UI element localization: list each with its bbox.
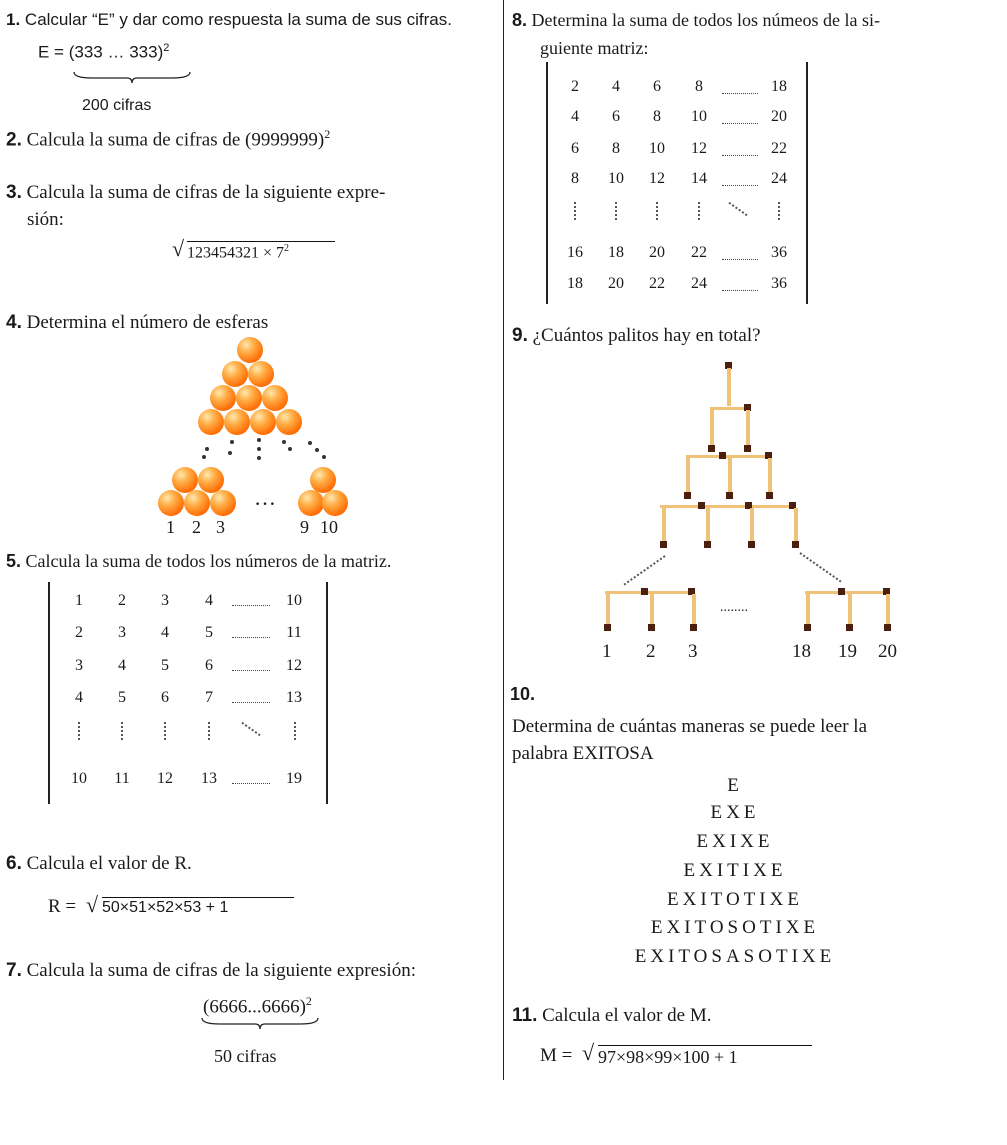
word-triangle-row: EXITOSOTIXE <box>650 917 820 938</box>
stick <box>692 594 696 624</box>
sticks-ellipsis: ........ <box>720 600 748 615</box>
problem-3-line1: Calcula la suma de cifras de la siguiente expre- <box>26 182 386 203</box>
matrix-cell: 13 <box>286 689 302 706</box>
matrix-cell: 5 <box>161 657 169 674</box>
matrix-cell: 3 <box>118 624 126 641</box>
matrix-cell: 5 <box>118 689 126 706</box>
matrix-cell: 36 <box>771 244 787 261</box>
matrix-cell: 4 <box>161 624 169 641</box>
problem-10-line1: Determina de cuántas maneras se puede leer la <box>512 716 868 737</box>
problem-10-number: 10. <box>510 684 536 704</box>
matrix-cell: 24 <box>771 170 787 187</box>
matrix-cell: 4 <box>205 592 213 609</box>
problem-5-number: 5. <box>6 551 22 571</box>
formula-exponent: 2 <box>305 994 312 1008</box>
stick-head <box>704 541 711 548</box>
stick-head <box>744 445 751 452</box>
matrix-cell: 10 <box>649 140 665 157</box>
matrix-cell: 4 <box>571 108 579 125</box>
word-triangle-row: EXITOTIXE <box>667 889 803 910</box>
stick-head <box>726 492 733 499</box>
dotted-continuation <box>623 555 665 585</box>
problem-6-number: 6. <box>6 853 22 874</box>
matrix-cell: 20 <box>608 275 624 292</box>
matrix-cell: 4 <box>118 657 126 674</box>
stick <box>727 368 731 406</box>
matrix-cell: 7 <box>205 689 213 706</box>
problem-9-text: ¿Cuántos palitos hay en total? <box>532 325 761 346</box>
matrix-cell: 18 <box>771 78 787 95</box>
problem-1-text: Calcular “E” y dar como respuesta la suma de sus cifras. <box>24 10 452 29</box>
stick-label: 18 <box>792 641 811 662</box>
stick <box>650 594 654 624</box>
problem-11-number: 11. <box>512 1005 538 1026</box>
matrix-cell: 12 <box>286 657 302 674</box>
matrix-cell: 24 <box>691 275 707 292</box>
stick <box>794 508 798 544</box>
problem-11 <box>512 1005 711 1027</box>
radicand-text: 123454321 × 7 <box>187 244 285 262</box>
stick-head <box>698 502 705 509</box>
sphere-label: 1 <box>166 517 175 537</box>
matrix-cell: 3 <box>75 657 83 674</box>
problem-8-number: 8. <box>512 10 528 30</box>
problem-1-number: 1. <box>6 10 21 29</box>
stick-label: 2 <box>646 641 656 662</box>
stick <box>750 508 754 544</box>
matrix-cell: 20 <box>649 244 665 261</box>
column-dots <box>121 722 123 740</box>
stick-head <box>884 624 891 631</box>
matrix-cell: 22 <box>691 244 707 261</box>
sqrt-icon: √ <box>582 1040 595 1065</box>
matrix-cell: 12 <box>649 170 665 187</box>
sphere-label: 3 <box>216 517 225 537</box>
problem-7 <box>6 960 416 982</box>
problem-6-lhs: R = <box>48 896 77 917</box>
stick-head <box>641 588 648 595</box>
word-triangle-row: EXITIXE <box>683 860 787 881</box>
word-triangle-row: EXIXE <box>696 831 774 852</box>
diagonal-dots <box>241 722 260 736</box>
stick <box>746 410 750 446</box>
matrix-cell: 10 <box>286 592 302 609</box>
radicand-exponent: 2 <box>284 243 290 254</box>
matrix-cell: 6 <box>571 140 579 157</box>
problem-6-text: Calcula el valor de R. <box>26 853 192 874</box>
problem-3-number: 3. <box>6 182 22 203</box>
stick-head <box>648 624 655 631</box>
stick <box>710 410 714 446</box>
matrix-cell: 12 <box>691 140 707 157</box>
problem-2-number: 2. <box>6 129 22 151</box>
problem-4-number: 4. <box>6 312 22 333</box>
word-triangle-row: E <box>727 775 743 796</box>
stick <box>886 594 890 624</box>
problem-11-text: Calcula el valor de M. <box>542 1005 712 1026</box>
stick-head <box>748 541 755 548</box>
stick <box>606 594 610 624</box>
stick-label: 1 <box>602 641 612 662</box>
stick <box>728 458 732 494</box>
problem-2-exponent: 2 <box>324 127 331 141</box>
matrix-cell: 6 <box>161 689 169 706</box>
formula-exponent: 2 <box>163 42 170 54</box>
problem-2-expr: (9999999) <box>245 129 325 151</box>
problem-9-number: 9. <box>512 325 528 346</box>
matrix-cell: 8 <box>695 78 703 95</box>
column-dots <box>208 722 210 740</box>
problem-2-text: Calcula la suma de cifras de <box>26 129 241 151</box>
stick-head <box>684 492 691 499</box>
stick <box>660 505 795 508</box>
stick <box>706 508 710 544</box>
matrix-cell: 1 <box>75 592 83 609</box>
matrix-cell: 6 <box>205 657 213 674</box>
matrix-cell: 14 <box>691 170 707 187</box>
dotted-continuation <box>799 552 841 582</box>
matrix-cell: 16 <box>567 244 583 261</box>
stick-head <box>792 541 799 548</box>
problem-6 <box>6 853 192 875</box>
problem-6-radicand: 50×51×52×53 + 1 <box>102 897 294 917</box>
stick-head <box>719 452 726 459</box>
matrix-cell: 10 <box>71 770 87 787</box>
sqrt-icon: √ <box>86 892 99 917</box>
problem-7-text: Calcula la suma de cifras de la siguiente expresión: <box>26 960 416 981</box>
matrix-cell: 6 <box>612 108 620 125</box>
matrix-cell: 8 <box>653 108 661 125</box>
underbrace-icon <box>200 1016 320 1030</box>
sphere-label: 9 <box>300 517 309 537</box>
stick <box>662 508 666 544</box>
matrix-cell: 11 <box>286 624 302 641</box>
problem-1-subtext: 200 cifras <box>82 97 152 114</box>
problem-11-lhs: M = <box>540 1045 573 1066</box>
matrix-cell: 22 <box>771 140 787 157</box>
problem-3-line2: sión: <box>27 209 64 230</box>
sphere-label: 2 <box>192 517 201 537</box>
matrix-cell: 5 <box>205 624 213 641</box>
stick-label: 19 <box>838 641 857 662</box>
matrix-cell: 12 <box>157 770 173 787</box>
stick <box>768 458 772 494</box>
problem-7-subtext: 50 cifras <box>214 1046 277 1066</box>
row-dots <box>232 783 270 784</box>
stick <box>686 458 690 494</box>
matrix-cell: 6 <box>653 78 661 95</box>
column-dots <box>164 722 166 740</box>
problem-7-formula <box>203 994 312 1018</box>
stick-head <box>690 624 697 631</box>
matrix-cell: 19 <box>286 770 302 787</box>
matrix-cell: 2 <box>118 592 126 609</box>
stick-label: 3 <box>688 641 698 662</box>
matrix-cell: 8 <box>571 170 579 187</box>
matrix-cell: 22 <box>649 275 665 292</box>
stick-head <box>660 541 667 548</box>
stick-head <box>766 492 773 499</box>
matrix-cell: 18 <box>608 244 624 261</box>
problem-4-text: Determina el número de esferas <box>26 312 269 333</box>
spheres-ellipsis: … <box>254 485 276 510</box>
stick-head <box>804 624 811 631</box>
word-triangle-row: EXE <box>710 802 760 823</box>
matrix-cell: 13 <box>201 770 217 787</box>
matrix-cell: 10 <box>691 108 707 125</box>
matrix-cell: 20 <box>771 108 787 125</box>
matrix-cell: 36 <box>771 275 787 292</box>
matrix-cell: 4 <box>612 78 620 95</box>
matrix-cell: 2 <box>571 78 579 95</box>
sphere-label: 10 <box>320 517 338 537</box>
problem-5-text: Calcula la suma de todos los números de la matriz. <box>25 551 392 571</box>
stick-head <box>708 445 715 452</box>
problem-11-radicand: 97×98×99×100 + 1 <box>598 1045 812 1068</box>
problem-8-line1: Determina la suma de todos los númeos de la si- <box>531 10 880 30</box>
column-dots <box>294 722 296 740</box>
stick-head <box>604 624 611 631</box>
sqrt-icon: √ <box>172 236 185 261</box>
matrix-cell: 3 <box>161 592 169 609</box>
problem-8-line2: guiente matriz: <box>540 38 649 58</box>
column-dots <box>78 722 80 740</box>
formula-lhs: E = <box>38 42 64 62</box>
stick <box>848 594 852 624</box>
matrix-cell: 18 <box>567 275 583 292</box>
row-dots <box>232 702 270 703</box>
stick <box>806 594 810 624</box>
stick-label: 20 <box>878 641 897 662</box>
formula-base: (6666...6666) <box>203 996 306 1018</box>
formula-base: (333 … 333) <box>68 42 164 62</box>
matrix-cell: 4 <box>75 689 83 706</box>
stick-head <box>846 624 853 631</box>
stick-head <box>838 588 845 595</box>
word-triangle-row: EXITOSASOTIXE <box>634 946 836 967</box>
matrix-cell: 2 <box>75 624 83 641</box>
matrix-cell: 8 <box>612 140 620 157</box>
problem-7-number: 7. <box>6 960 22 981</box>
matrix-cell: 10 <box>608 170 624 187</box>
matrix-cell: 11 <box>114 770 130 787</box>
problem-10-line2: palabra EXITOSA <box>512 743 654 764</box>
